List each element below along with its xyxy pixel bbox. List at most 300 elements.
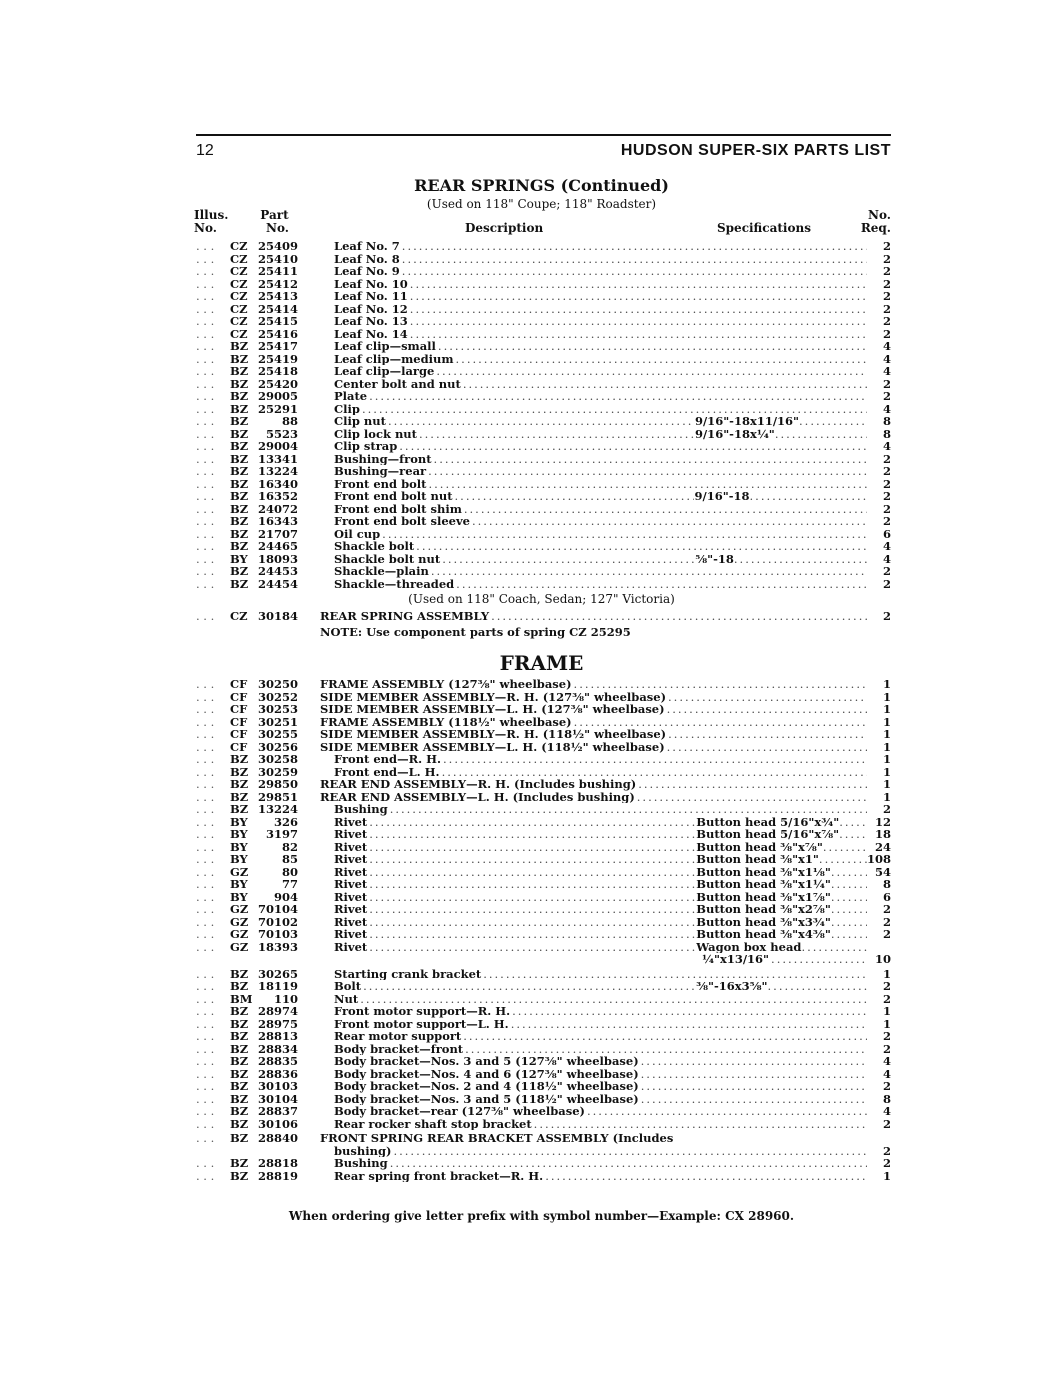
section-title-rear-springs: REAR SPRINGS (Continued): [414, 176, 669, 195]
row-spec: Button head ⅜"x1": [696, 853, 819, 866]
row-part: 28818: [257, 1156, 298, 1170]
leader-dots: [831, 916, 867, 929]
col-part-bottom: No.: [266, 221, 289, 235]
row-desc-text: Front motor support—R. H.: [334, 1005, 511, 1018]
section-subtitle-assembly: (Used on 118" Coach, Sedan; 127" Victoria): [408, 592, 675, 606]
table-row: [196, 353, 891, 366]
row-part: 25409: [257, 239, 298, 253]
row-dots: . . .: [196, 778, 215, 791]
leader-dots: [369, 928, 695, 941]
row-desc-text: Shackle bolt nut: [334, 552, 441, 565]
rear-spring-assembly-table: [196, 610, 891, 623]
row-req: 2: [882, 326, 891, 341]
row-desc-text: Rivet: [334, 890, 368, 903]
row-part: 24072: [257, 501, 298, 516]
row-req: 2: [882, 1156, 891, 1170]
row-desc: [334, 440, 867, 453]
row-req: 1: [882, 789, 891, 804]
table-row: [196, 540, 891, 553]
row-part: 16352: [257, 489, 298, 503]
row-dots: . . .: [196, 1169, 215, 1182]
row-req: 2: [882, 251, 891, 266]
table-row: [196, 1005, 891, 1018]
leader-dots: [574, 678, 867, 691]
row-spec: 9/16"-18x11/16": [694, 415, 800, 428]
row-desc-text: Front motor support—L. H.: [334, 1017, 509, 1030]
row-desc: [334, 828, 867, 841]
row-part: 30253: [257, 702, 298, 716]
row-dots: . . .: [196, 878, 215, 891]
row-letter: BM: [230, 991, 253, 1006]
leader-dots: [369, 816, 695, 829]
row-letter: BZ: [230, 1116, 249, 1131]
leader-dots: [839, 816, 867, 829]
row-desc: [320, 741, 867, 754]
row-desc: [334, 415, 867, 428]
row-desc: [334, 766, 867, 779]
table-row: [196, 928, 891, 941]
row-desc-text: FRAME ASSEMBLY (127⅜" wheelbase): [320, 678, 572, 691]
row-dots: . . .: [196, 302, 215, 315]
row-part: 82: [281, 839, 298, 854]
row-letter: BY: [230, 551, 248, 566]
row-req: 4: [882, 401, 891, 416]
row-req: 108: [867, 852, 892, 866]
row-desc-text: Rivet: [334, 865, 368, 878]
table-row: [196, 1118, 891, 1131]
row-dots: . . .: [196, 240, 215, 253]
row-desc: [320, 703, 867, 716]
row-dots: . . .: [196, 315, 215, 328]
row-letter: BZ: [230, 526, 249, 541]
table-row: [196, 1132, 891, 1145]
row-part: 28834: [257, 1041, 298, 1056]
leader-dots: [369, 866, 695, 879]
row-part: 30259: [257, 764, 298, 779]
frame-table: [196, 678, 891, 1182]
row-letter: BZ: [230, 501, 249, 516]
row-spec: 9/16"-18: [694, 490, 750, 503]
row-desc: [702, 953, 867, 966]
table-row: [196, 980, 891, 993]
row-dots: . . .: [196, 1055, 215, 1068]
row-dots: . . .: [196, 452, 215, 465]
row-part: 28835: [257, 1054, 298, 1068]
row-dots: . . .: [196, 340, 215, 353]
row-dots: . . .: [196, 427, 215, 440]
row-dots: . . .: [196, 1067, 215, 1080]
row-part: 25412: [257, 276, 298, 291]
row-letter: BZ: [230, 764, 249, 779]
row-desc-text: Leaf No. 11: [334, 290, 408, 303]
row-desc-text: Shackle—plain: [334, 565, 429, 578]
row-letter: GZ: [230, 864, 249, 879]
row-desc-text: REAR END ASSEMBLY—L. H. (Includes bushing): [320, 790, 635, 803]
row-dots: . . .: [196, 610, 215, 623]
row-desc-text: Clip strap: [334, 440, 398, 453]
row-spec: Wagon box head: [696, 940, 802, 953]
row-part: 24453: [257, 564, 298, 578]
leader-dots: [442, 553, 694, 566]
row-desc: [334, 878, 867, 891]
row-req: 8: [882, 426, 891, 441]
row-desc: [334, 1118, 867, 1131]
row-dots: . . .: [196, 1080, 215, 1093]
table-row: [196, 490, 891, 503]
row-req: 6: [882, 889, 891, 904]
row-req: 1: [882, 702, 891, 716]
table-row: [196, 1105, 891, 1118]
row-part: 18393: [257, 939, 298, 954]
row-dots: . . .: [196, 277, 215, 290]
row-desc: [334, 1068, 867, 1081]
row-dots: . . .: [196, 577, 215, 590]
row-dots: . . .: [196, 753, 215, 766]
row-req: 1: [882, 689, 891, 704]
row-dots: . . .: [196, 1030, 215, 1043]
row-letter: BZ: [230, 351, 249, 366]
row-desc: [320, 791, 867, 804]
row-letter: BZ: [230, 476, 249, 491]
table-row: [196, 1030, 891, 1043]
row-letter: CZ: [230, 251, 248, 266]
table-row: [196, 278, 891, 291]
leader-dots: [362, 403, 867, 416]
row-spec: ⅜"-16x3⅝": [696, 980, 768, 993]
leader-dots: [410, 303, 867, 316]
leader-dots: [455, 490, 694, 503]
col-illus-bottom: No.: [194, 221, 217, 235]
row-desc: [334, 1170, 867, 1183]
running-head: HUDSON SUPER-SIX PARTS LIST: [620, 142, 891, 159]
row-letter: BZ: [230, 339, 249, 353]
row-desc-text: Rear spring front bracket—R. H.: [334, 1169, 544, 1182]
row-desc-text: Body bracket—rear (127⅜" wheelbase): [334, 1105, 585, 1118]
row-desc-text: SIDE MEMBER ASSEMBLY—R. H. (118½" wheelbase): [320, 728, 667, 741]
row-desc-text: Rivet: [334, 915, 368, 928]
row-part: 25417: [257, 339, 298, 353]
table-row: [196, 390, 891, 403]
leader-dots: [831, 878, 867, 891]
row-dots: . . .: [196, 715, 215, 728]
row-dots: . . .: [196, 980, 215, 993]
row-dots: . . .: [196, 815, 215, 828]
row-req: 6: [882, 526, 891, 541]
leader-dots: [442, 766, 867, 779]
row-desc: [334, 841, 867, 854]
row-letter: CF: [230, 727, 248, 741]
table-row: [196, 1043, 891, 1056]
leader-dots: [363, 980, 695, 993]
row-desc: [334, 1145, 867, 1158]
row-desc-text: SIDE MEMBER ASSEMBLY—L. H. (118½" wheelbase): [320, 740, 665, 753]
row-desc: [334, 390, 867, 403]
row-dots: . . .: [196, 915, 215, 928]
leader-dots: [369, 390, 867, 403]
table-row: [196, 503, 891, 516]
row-letter: BZ: [230, 789, 249, 804]
row-desc: [334, 753, 867, 766]
row-desc: [334, 1018, 867, 1031]
row-part: 25416: [257, 326, 298, 341]
col-part-no: [260, 209, 289, 235]
row-req: 8: [882, 414, 891, 428]
row-desc: [334, 265, 867, 278]
row-dots: . . .: [196, 740, 215, 753]
row-dots: . . .: [196, 728, 215, 741]
row-part: 25413: [257, 289, 298, 303]
row-desc: [334, 290, 867, 303]
row-part: 30252: [257, 689, 298, 704]
row-part: 28840: [257, 1131, 298, 1145]
row-dots: . . .: [196, 352, 215, 365]
row-desc-text: Body bracket—Nos. 3 and 5 (118½" wheelbase): [334, 1092, 639, 1105]
row-letter: BY: [230, 852, 248, 866]
table-row: [196, 1080, 891, 1093]
row-letter: BZ: [230, 426, 249, 441]
row-letter: BZ: [230, 376, 249, 391]
row-req: 4: [882, 1104, 891, 1118]
row-req: 2: [882, 376, 891, 391]
row-desc-text: Front end bolt: [334, 477, 427, 490]
row-dots: . . .: [196, 967, 215, 980]
row-letter: CZ: [230, 301, 248, 316]
leader-dots: [775, 428, 867, 441]
row-dots: . . .: [196, 690, 215, 703]
row-letter: BZ: [230, 1016, 249, 1031]
row-req: 2: [882, 927, 891, 941]
row-dots: . . .: [196, 1117, 215, 1130]
row-part: 29004: [257, 439, 298, 453]
row-dots: . . .: [196, 490, 215, 503]
table-row: [196, 853, 891, 866]
leader-dots: [734, 553, 867, 566]
table-row: [196, 253, 891, 266]
leader-dots: [390, 1157, 867, 1170]
row-desc: [334, 993, 867, 1006]
row-letter: BZ: [230, 1066, 249, 1081]
row-letter: BY: [230, 814, 248, 829]
table-row-continuation: [196, 1145, 891, 1158]
leader-dots: [465, 1043, 867, 1056]
row-part: 25410: [257, 251, 298, 266]
row-desc-text: Body bracket—Nos. 4 and 6 (127⅜" wheelbase): [334, 1067, 639, 1080]
row-dots: . . .: [196, 327, 215, 340]
row-req: 2: [882, 991, 891, 1006]
row-desc-text: Rivet: [334, 878, 368, 891]
row-part: 3197: [265, 827, 298, 841]
row-dots: . . .: [196, 1092, 215, 1105]
row-letter: CZ: [230, 609, 248, 623]
leader-dots: [390, 803, 867, 816]
row-desc-text: Front end—R. H.: [334, 753, 442, 766]
row-letter: BZ: [230, 539, 249, 553]
row-desc: [334, 540, 867, 553]
row-req: 2: [882, 264, 891, 278]
leader-dots: [463, 378, 867, 391]
leader-dots: [419, 428, 694, 441]
leader-dots: [434, 453, 867, 466]
table-row: [196, 916, 891, 929]
row-letter: BZ: [230, 966, 249, 981]
leader-dots: [534, 1118, 867, 1131]
table-row: [196, 1068, 891, 1081]
row-letter: CZ: [230, 239, 248, 253]
row-desc-text: Rivet: [334, 853, 368, 866]
row-part: 326: [273, 814, 298, 829]
row-desc-text: Body bracket—front: [334, 1042, 464, 1055]
row-desc-text: Rivet: [334, 928, 368, 941]
leader-dots: [388, 415, 694, 428]
row-req: 2: [882, 464, 891, 478]
leader-dots: [360, 993, 867, 1006]
row-letter: CZ: [230, 264, 248, 278]
row-desc: [334, 515, 867, 528]
row-desc: [334, 1005, 867, 1018]
row-req: 1: [882, 1016, 891, 1031]
row-letter: BZ: [230, 1004, 249, 1018]
row-req: 2: [882, 902, 891, 916]
row-part: 30265: [257, 966, 298, 981]
leader-dots: [456, 578, 867, 591]
table-row: [196, 565, 891, 578]
row-req: 1: [882, 777, 891, 791]
leader-dots: [463, 1030, 867, 1043]
row-part: 77: [281, 877, 298, 891]
row-dots: . . .: [196, 515, 215, 528]
row-desc-text: Leaf clip—small: [334, 340, 436, 353]
row-dots: . . .: [196, 1017, 215, 1030]
row-desc-text: Rivet: [334, 840, 368, 853]
row-part: 28819: [257, 1168, 298, 1183]
row-desc-text: Leaf No. 12: [334, 302, 408, 315]
row-desc: [320, 716, 867, 729]
col-specifications: Specifications: [717, 221, 811, 235]
row-letter: BZ: [230, 514, 249, 528]
table-row: [196, 315, 891, 328]
row-desc: [334, 903, 867, 916]
table-row: [196, 778, 891, 791]
table-row: [196, 290, 891, 303]
table-row: [196, 841, 891, 854]
row-req: 2: [882, 1041, 891, 1056]
row-desc-text: Clip nut: [334, 415, 386, 428]
row-part: 25420: [257, 376, 298, 391]
row-dots: . . .: [196, 1042, 215, 1055]
leader-dots: [431, 565, 867, 578]
row-letter: BZ: [230, 802, 249, 816]
row-part: 13224: [257, 802, 298, 816]
row-part: 28974: [257, 1004, 298, 1018]
leader-dots: [819, 853, 867, 866]
row-letter: BZ: [230, 1091, 249, 1106]
row-part: 5523: [265, 426, 298, 441]
row-req: 54: [874, 864, 891, 879]
row-req: 2: [882, 276, 891, 291]
table-row: [196, 968, 891, 981]
row-req: 4: [882, 539, 891, 553]
leader-dots: [464, 503, 867, 516]
leader-dots: [831, 891, 867, 904]
leader-dots: [839, 828, 867, 841]
leader-dots: [668, 691, 867, 704]
row-dots: . . .: [196, 853, 215, 866]
row-desc-text: Front end bolt nut: [334, 490, 453, 503]
row-spec: Button head ⅜"x1⅞": [696, 890, 831, 903]
table-row: [196, 240, 891, 253]
row-req: 4: [882, 551, 891, 566]
row-part: 30255: [257, 727, 298, 741]
leader-dots: [511, 1018, 867, 1031]
row-dots: . . .: [196, 265, 215, 278]
table-row: [196, 891, 891, 904]
leader-dots: [472, 515, 867, 528]
row-req: 1: [882, 727, 891, 741]
row-req: 2: [882, 289, 891, 303]
table-row: [196, 465, 891, 478]
row-dots: . . .: [196, 1005, 215, 1018]
row-part: 70102: [257, 914, 298, 929]
leader-dots: [456, 353, 867, 366]
row-spec: Button head ⅜"x3¾": [696, 915, 831, 928]
leader-dots: [483, 968, 867, 981]
row-req: 1: [882, 764, 891, 779]
row-desc: [334, 1105, 867, 1118]
row-req: 1: [882, 752, 891, 766]
leader-dots: [823, 841, 867, 854]
row-desc-text: Rivet: [334, 903, 368, 916]
leader-dots: [831, 903, 867, 916]
row-part: 18119: [257, 979, 298, 993]
row-desc-text: Clip: [334, 402, 360, 415]
row-part: 18093: [257, 551, 298, 566]
row-desc: [320, 728, 867, 741]
row-req: 2: [882, 1143, 891, 1158]
row-desc: [334, 453, 867, 466]
row-part: 21707: [257, 526, 298, 541]
leader-dots: [369, 853, 695, 866]
table-row: [196, 403, 891, 416]
row-letter: CZ: [230, 314, 248, 328]
row-dots: . . .: [196, 865, 215, 878]
row-desc-text: Leaf No. 7: [334, 240, 400, 253]
leader-dots: [410, 315, 867, 328]
leader-dots: [393, 1145, 867, 1158]
leader-dots: [402, 253, 867, 266]
leader-dots: [768, 980, 867, 993]
col-req-top: No.: [868, 208, 891, 222]
row-desc: [334, 503, 867, 516]
row-desc: [334, 816, 867, 829]
row-dots: . . .: [196, 565, 215, 578]
col-illus-top: Illus.: [194, 208, 229, 222]
row-spec: Button head ⅜"x2⅞": [696, 903, 831, 916]
row-req: 4: [882, 439, 891, 453]
row-part: 24454: [257, 576, 298, 591]
table-row: [196, 1157, 891, 1170]
row-letter: BZ: [230, 979, 249, 993]
row-req: 2: [882, 301, 891, 316]
row-req: 2: [882, 914, 891, 929]
section-subtitle-rear-springs: (Used on 118" Coupe; 118" Roadster): [426, 197, 657, 211]
row-desc-text: Leaf clip—large: [334, 365, 435, 378]
row-desc-text: FRONT SPRING REAR BRACKET ASSEMBLY (Includes: [320, 1132, 674, 1145]
row-desc: [320, 691, 867, 704]
row-spec: Button head 5/16"x¾": [696, 815, 840, 828]
row-req: 2: [882, 979, 891, 993]
row-desc-text: Leaf No. 9: [334, 265, 400, 278]
leader-dots: [668, 728, 867, 741]
